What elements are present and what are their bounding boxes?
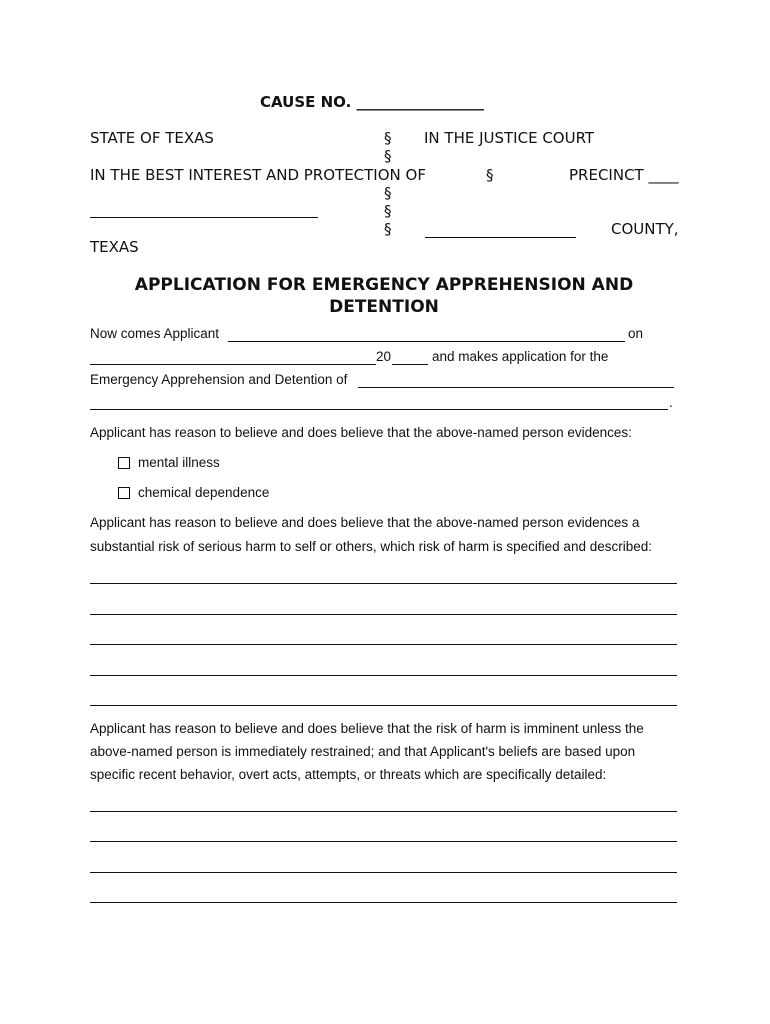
county-name-field[interactable] bbox=[425, 237, 576, 238]
imminent-statement-line-2: above-named person is immediately restrained; and that Applicant's beliefs are based upon bbox=[90, 744, 636, 759]
risk-description-line[interactable] bbox=[90, 614, 677, 615]
section-sign: § bbox=[384, 129, 392, 147]
interest-protection: IN THE BEST INTEREST AND PROTECTION OF bbox=[90, 166, 426, 184]
detainee-name-field-continued[interactable] bbox=[90, 409, 668, 410]
detention-of-label: Emergency Apprehension and Detention of bbox=[90, 372, 348, 387]
risk-description-line[interactable] bbox=[90, 644, 677, 645]
chemical-dependence-checkbox[interactable] bbox=[118, 487, 130, 499]
date-field[interactable] bbox=[90, 364, 376, 365]
section-sign: § bbox=[384, 184, 392, 202]
detainee-name-field[interactable] bbox=[358, 387, 674, 388]
respondent-name-field[interactable] bbox=[90, 217, 318, 218]
year-field[interactable] bbox=[392, 364, 428, 365]
application-for: and makes application for the bbox=[432, 349, 609, 364]
risk-description-line[interactable] bbox=[90, 675, 677, 676]
evidences-statement: Applicant has reason to believe and does believe that the above-named person evidences: bbox=[90, 425, 632, 440]
imminent-statement-line-1: Applicant has reason to believe and does believe that the risk of harm is imminent unless the bbox=[90, 721, 644, 736]
on-label: on bbox=[628, 326, 644, 341]
section-sign: § bbox=[384, 147, 392, 165]
court-name: IN THE JUSTICE COURT bbox=[424, 129, 595, 147]
cause-number: CAUSE NO. _________________ bbox=[260, 93, 485, 111]
mental-illness-checkbox[interactable] bbox=[118, 457, 130, 469]
mental-illness-label: mental illness bbox=[138, 455, 220, 470]
year-prefix: 20 bbox=[376, 349, 392, 364]
section-sign: § bbox=[384, 220, 392, 238]
section-sign: § bbox=[384, 202, 392, 220]
county-label: COUNTY, bbox=[611, 220, 679, 238]
chemical-dependence-label: chemical dependence bbox=[138, 485, 270, 500]
imminent-statement-line-3: specific recent behavior, overt acts, attempts, or threats which are specifically detailed: bbox=[90, 767, 607, 782]
behavior-detail-line[interactable] bbox=[90, 811, 677, 812]
behavior-detail-line[interactable] bbox=[90, 902, 677, 903]
risk-statement-line-1: Applicant has reason to believe and does believe that the above-named person evidences a bbox=[90, 515, 640, 530]
risk-description-line[interactable] bbox=[90, 583, 677, 584]
behavior-detail-line[interactable] bbox=[90, 841, 677, 842]
texas-label: TEXAS bbox=[90, 238, 139, 256]
precinct: PRECINCT ____ bbox=[569, 166, 679, 184]
section-sign: § bbox=[486, 166, 494, 184]
period: . bbox=[669, 395, 673, 410]
risk-description-line[interactable] bbox=[90, 705, 677, 706]
state-of-texas: STATE OF TEXAS bbox=[90, 129, 214, 147]
behavior-detail-line[interactable] bbox=[90, 872, 677, 873]
risk-statement-line-2: substantial risk of serious harm to self or others, which risk of harm is specified and described: bbox=[90, 539, 652, 554]
now-comes-applicant: Now comes Applicant bbox=[90, 326, 220, 341]
document-title: APPLICATION FOR EMERGENCY APPREHENSION AND DETENTION bbox=[134, 275, 634, 317]
applicant-name-field[interactable] bbox=[228, 341, 625, 342]
